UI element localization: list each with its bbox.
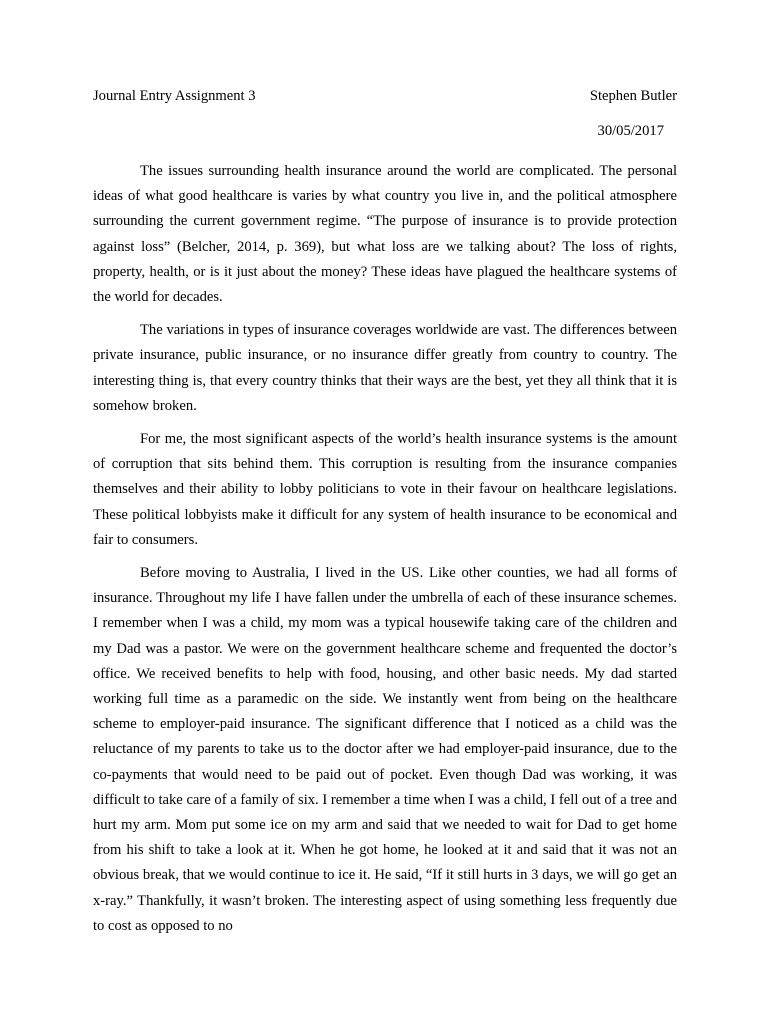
paragraph-1: The issues surrounding health insurance around the world are complicated. The personal ideas of what good healthcare is varies by what country you live in, and the political atmosphere surrounding the current government regime. “The purpose of insurance is to provide protection against loss” (Belcher, 2014, p. 369), but what loss are we talking about? The loss of rights, property, health, or is it just about the money? These ideas have plagued the healthcare systems of the world for decades. bbox=[93, 163, 677, 306]
document-date: 30/05/2017 bbox=[597, 123, 664, 139]
assignment-title: Journal Entry Assignment 3 bbox=[93, 88, 256, 104]
author-name: Stephen Butler bbox=[589, 88, 677, 104]
paragraph-2: The variations in types of insurance coverages worldwide are vast. The differences between private insurance, public insurance, or no insurance differ greatly from country to country. The interesting thing is, that every country thinks that their ways are the best, yet they all think that it is somehow broken. bbox=[93, 322, 677, 414]
document-header bbox=[93, 86, 677, 106]
paragraph-3: For me, the most significant aspects of the world’s health insurance systems is the amount of corruption that sits behind them. This corruption is resulting from the insurance companies themselves and their ability to lobby politicians to vote in their favour on healthcare legislations. These political lobbyists make it difficult for any system of health insurance to be economical and fair to consumers. bbox=[93, 431, 677, 548]
paragraph-4: Before moving to Australia, I lived in the US. Like other counties, we had all forms of insurance. Throughout my life I have fallen under the umbrella of each of these insurance schemes. I remember when I was a child, my mom was a typical housewife taking care of the children and my Dad was a pastor. We were on the government healthcare scheme and frequented the doctor’s office. We received benefits to help with food, housing, and other basic needs. My dad started working full time as a paramedic on the side. We instantly went from being on the healthcare scheme to employer-paid insurance. The significant difference that I noticed as a child was the reluctance of my parents to take us to the doctor after we had employer-paid insurance, due to the co-payments that would need to be paid out of pocket. Even though Dad was working, it was difficult to take care of a family of six. I remember a time when I was a child, I fell out of a tree and hurt my arm. Mom put some ice on my arm and said that we needed to wait for Dad to get home from his shift to take a look at it. When he got home, he looked at it and said that it was not an obvious break, that we would continue to ice it. He said, “If it still hurts in 3 days, we will go get an x-ray.” Thankfully, it wasn’t broken. The interesting aspect of using something less frequently due to cost as opposed to no bbox=[93, 565, 677, 934]
document-page bbox=[93, 86, 677, 947]
document-body bbox=[93, 159, 677, 939]
